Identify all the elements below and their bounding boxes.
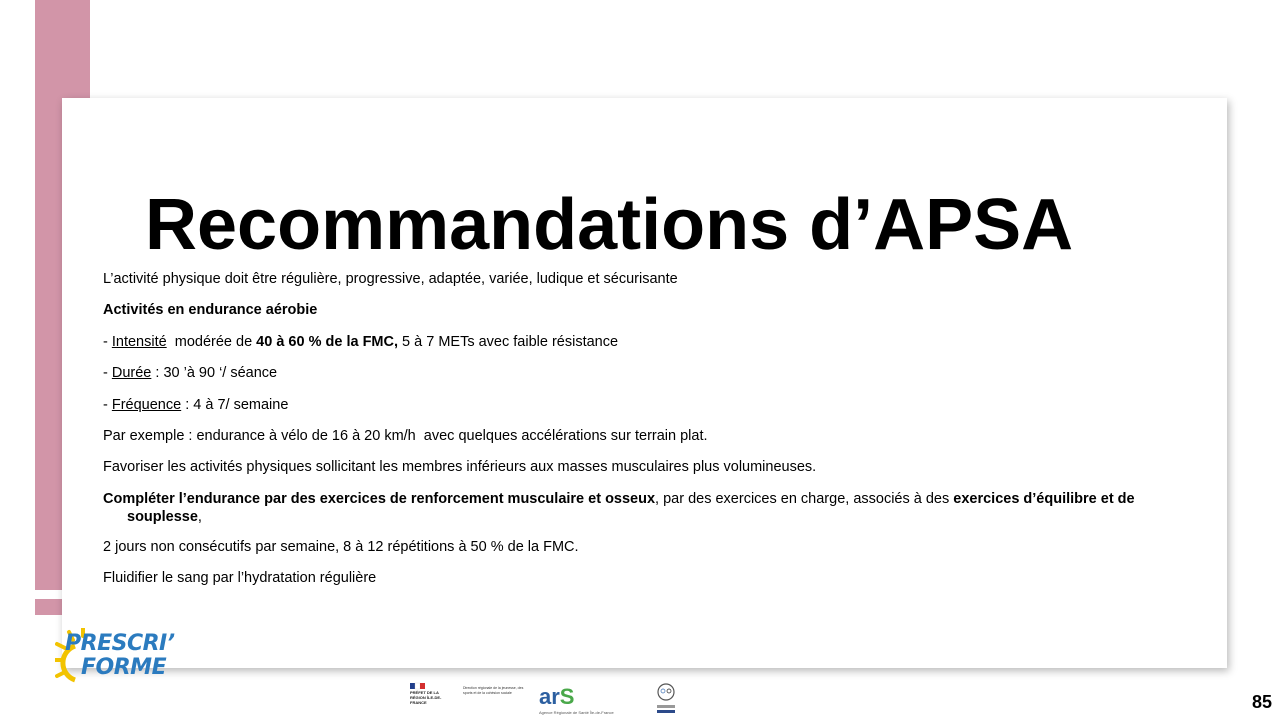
ars-text: ar xyxy=(539,684,560,709)
page-number: 85 xyxy=(1252,692,1273,712)
completer-bold2: exercices d’équilibre et de souplesse xyxy=(127,490,1135,525)
logo-line1: PRESCRI’ xyxy=(65,631,175,656)
drjs-label: Direction régionale de la jeunesse, des sports et de la cohésion sociale xyxy=(463,686,524,695)
logo-line2: FORME xyxy=(81,655,167,680)
logo-wordmark xyxy=(65,632,175,680)
prefet-label: PRÉFET DE LA RÉGION ÎLE-DE-FRANCE xyxy=(410,690,442,705)
frequence-prefix: - xyxy=(103,396,112,413)
intensite-label: Intensité xyxy=(111,333,167,350)
completer-end: , xyxy=(197,508,202,525)
duree-prefix: - xyxy=(103,365,112,382)
slide-title: Recommandations d’APSA xyxy=(145,185,1074,265)
duree-text: : 30 ’à 90 ‘/ séance xyxy=(151,365,278,382)
prescriforme-logo xyxy=(55,628,175,708)
olympic-committee-icon xyxy=(651,682,681,716)
frequence-line xyxy=(103,396,1203,414)
completer-text: , par des exercices en charge, associés à des xyxy=(655,490,954,507)
completer-bold1: Compléter l’endurance par des exercices de renforcement musculaire et osseux xyxy=(103,490,656,507)
slide-body xyxy=(103,270,1203,601)
duree-line xyxy=(103,364,1203,382)
ars-sub-label: Agence Régionale de Santé Île-de-France xyxy=(539,710,614,715)
partner-logos xyxy=(405,680,687,720)
intro-paragraph: L’activité physique doit être régulière, progressive, adaptée, variée, ludique et sécurisante xyxy=(103,271,678,287)
ars-logo xyxy=(539,686,574,708)
fluidifier-paragraph: Fluidifier le sang par l’hydratation régulière xyxy=(103,570,377,587)
endurance-heading: Activités en endurance aérobie xyxy=(103,302,318,319)
exemple-paragraph: Par exemple : endurance à vélo de 16 à 20 km/h avec quelques accélérations sur terrain plat. xyxy=(103,427,708,444)
favoriser-paragraph: Favoriser les activités physiques sollicitant les membres inférieurs aux masses musculaires plus volumineuses. xyxy=(103,459,817,476)
intensite-text1: modérée de xyxy=(166,333,257,350)
intensite-bold: 40 à 60 % de la FMC, xyxy=(256,333,399,350)
duree-label: Durée xyxy=(111,365,152,382)
intensite-line xyxy=(103,333,1203,351)
jours-paragraph: 2 jours non consécutifs par semaine, 8 à 12 répétitions à 50 % de la FMC. xyxy=(103,538,579,555)
ars-s: S xyxy=(559,684,575,709)
intensite-prefix: - xyxy=(103,333,112,350)
frequence-label: Fréquence xyxy=(111,396,182,413)
completer-paragraph xyxy=(103,490,1203,526)
intensite-text2: 5 à 7 METs avec faible résistance xyxy=(398,333,619,350)
frequence-text: : 4 à 7/ semaine xyxy=(181,396,289,413)
